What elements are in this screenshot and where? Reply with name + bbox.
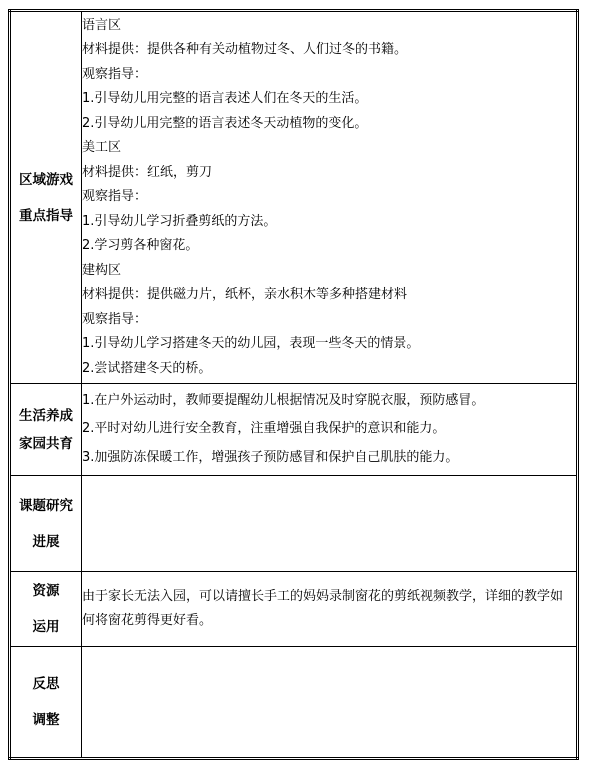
row-label-resources — [10, 572, 82, 647]
content-line: 观察指导： — [82, 189, 148, 205]
table-row — [10, 476, 578, 572]
content-line: 1.引导幼儿学习搭建冬天的幼儿园，表现一些冬天的情景。 — [82, 336, 420, 352]
content-line: 材料提供：提供各种有关动植物过冬、人们过冬的书籍。 — [82, 42, 408, 58]
section-heading-art: 美工区 — [82, 140, 122, 156]
row-content-reflection — [82, 647, 578, 759]
content-line: 材料提供：提供磁力片，纸杯，亲水积木等多种搭建材料 — [82, 287, 408, 303]
table-row — [10, 572, 578, 647]
row-label-life-habits — [10, 384, 82, 476]
row-content-area-games — [82, 11, 578, 384]
row-label-line: 区域游戏 — [19, 171, 73, 188]
section-heading-language: 语言区 — [82, 17, 122, 33]
row-label-line: 资源 — [32, 583, 60, 599]
row-label-line: 调整 — [32, 712, 60, 728]
row-content-life-habits — [82, 384, 578, 476]
content-line: 2.引导幼儿用完整的语言表述冬天动植物的变化。 — [82, 115, 368, 131]
table-row — [10, 647, 578, 759]
table-row — [10, 11, 578, 384]
row-label-line: 课题研究 — [19, 497, 73, 514]
plan-table — [8, 9, 579, 760]
row-label-line: 运用 — [32, 619, 60, 635]
content-line: 观察指导： — [82, 311, 148, 327]
table-row — [10, 384, 578, 476]
content-line: 1.引导幼儿用完整的语言表述人们在冬天的生活。 — [82, 91, 368, 107]
section-heading-construction: 建构区 — [82, 262, 122, 278]
content-line: 1.引导幼儿学习折叠剪纸的方法。 — [82, 213, 277, 229]
row-content-resources — [82, 572, 578, 647]
content-line: 材料提供：红纸，剪刀 — [82, 164, 213, 180]
row-label-reflection — [10, 647, 82, 759]
row-label-line: 反思 — [32, 676, 60, 692]
row-label-research-progress — [10, 476, 82, 572]
content-line: 2.学习剪各种窗花。 — [82, 238, 199, 254]
row-label-line: 重点指导 — [19, 207, 73, 224]
content-line: 3.加强防冻保暖工作，增强孩子预防感冒和保护自己肌肤的能力。 — [82, 449, 459, 465]
content-line: 1.在户外运动时，教师要提醒幼儿根据情况及时穿脱衣服，预防感冒。 — [82, 392, 485, 408]
content-line: 2.平时对幼儿进行安全教育，注重增强自我保护的意识和能力。 — [82, 421, 446, 437]
row-content-research-progress — [82, 476, 578, 572]
row-label-line: 进展 — [32, 533, 60, 550]
content-paragraph: 由于家长无法入园，可以请擅长手工的妈妈录制窗花的剪纸视频教学，详细的教学如何将窗花剪得更好看。 — [82, 589, 564, 628]
content-line: 2.尝试搭建冬天的桥。 — [82, 360, 212, 376]
row-label-line: 生活养成 — [19, 407, 73, 424]
row-label-area-games — [10, 11, 82, 384]
content-line: 观察指导： — [82, 66, 148, 82]
row-label-line: 家园共育 — [19, 435, 73, 452]
